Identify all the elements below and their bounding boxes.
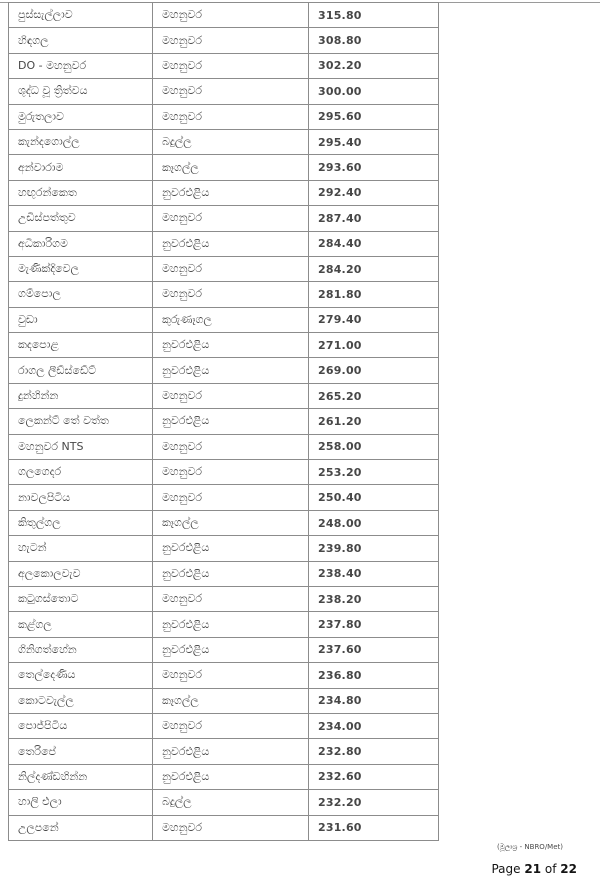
district-cell: මහනුවර bbox=[153, 256, 309, 281]
station-name-cell: කොටවැල්ල bbox=[9, 688, 153, 713]
table-row bbox=[9, 180, 439, 205]
station-name-cell: හඟුරන්කෙත bbox=[9, 180, 153, 205]
station-name-cell: හාලි එලා bbox=[9, 790, 153, 815]
station-name-cell: නිල්දණ්ඩහින්න bbox=[9, 764, 153, 789]
rainfall-value-cell: 279.40 bbox=[309, 307, 439, 332]
rainfall-value-cell: 248.00 bbox=[309, 510, 439, 535]
station-name-cell: අධිකාරිගම bbox=[9, 231, 153, 256]
district-cell: මහනුවර bbox=[153, 815, 309, 840]
table-row bbox=[9, 358, 439, 383]
table-row bbox=[9, 510, 439, 535]
station-name-cell: දුන්හින්න bbox=[9, 383, 153, 408]
rainfall-value-cell: 237.80 bbox=[309, 612, 439, 637]
rainfall-value-cell: 250.40 bbox=[309, 485, 439, 510]
rainfall-value-cell: 284.20 bbox=[309, 256, 439, 281]
station-name-cell: හැටන් bbox=[9, 536, 153, 561]
station-name-cell: කැන්දගොල්ල bbox=[9, 129, 153, 154]
rainfall-value-cell: 253.20 bbox=[309, 460, 439, 485]
district-cell: මහනුවර bbox=[153, 3, 309, 28]
table-row bbox=[9, 231, 439, 256]
page-number-footer bbox=[491, 862, 577, 876]
table-row bbox=[9, 485, 439, 510]
rainfall-value-cell: 295.60 bbox=[309, 104, 439, 129]
current-page-number: 21 bbox=[524, 862, 542, 876]
table-row bbox=[9, 612, 439, 637]
table-row bbox=[9, 764, 439, 789]
table-row bbox=[9, 561, 439, 586]
station-name-cell: තෙරිපේ bbox=[9, 739, 153, 764]
rainfall-value-cell: 308.80 bbox=[309, 28, 439, 53]
district-cell: බදුල්ල bbox=[153, 129, 309, 154]
table-row bbox=[9, 815, 439, 840]
station-name-cell: මහනුවර NTS bbox=[9, 434, 153, 459]
station-name-cell: පොජ්පිටිය bbox=[9, 713, 153, 738]
station-name-cell: උලපනේ bbox=[9, 815, 153, 840]
rainfall-value-cell: 281.80 bbox=[309, 282, 439, 307]
rainfall-value-cell: 232.20 bbox=[309, 790, 439, 815]
rainfall-value-cell: 239.80 bbox=[309, 536, 439, 561]
rainfall-value-cell: 234.80 bbox=[309, 688, 439, 713]
district-cell: නුවරඑළිය bbox=[153, 764, 309, 789]
station-name-cell: තෙල්දෙණිය bbox=[9, 663, 153, 688]
district-cell: මහනුවර bbox=[153, 28, 309, 53]
station-name-cell: අන්වාරාම bbox=[9, 155, 153, 180]
station-name-cell: කදපොළ bbox=[9, 333, 153, 358]
table-row bbox=[9, 434, 439, 459]
table-row bbox=[9, 790, 439, 815]
table-row bbox=[9, 460, 439, 485]
rainfall-value-cell: 293.60 bbox=[309, 155, 439, 180]
station-name-cell: DO - මහනුවර bbox=[9, 53, 153, 78]
table-row bbox=[9, 383, 439, 408]
table-row bbox=[9, 282, 439, 307]
station-name-cell: ගලගෙදර bbox=[9, 460, 153, 485]
total-pages-number: 22 bbox=[560, 862, 577, 876]
district-cell: නුවරඑළිය bbox=[153, 231, 309, 256]
station-name-cell: නාවලපිටිය bbox=[9, 485, 153, 510]
station-name-cell: කිතුල්ගල bbox=[9, 510, 153, 535]
source-note: (මූලාශ්‍ර - NBRO/Met) bbox=[497, 843, 563, 851]
table-row bbox=[9, 3, 439, 28]
rainfall-value-cell: 238.20 bbox=[309, 586, 439, 611]
rainfall-value-cell: 295.40 bbox=[309, 129, 439, 154]
district-cell: නුවරඑළිය bbox=[153, 409, 309, 434]
rainfall-value-cell: 302.20 bbox=[309, 53, 439, 78]
table-row bbox=[9, 79, 439, 104]
table-row bbox=[9, 53, 439, 78]
rainfall-value-cell: 238.40 bbox=[309, 561, 439, 586]
rainfall-value-cell: 269.00 bbox=[309, 358, 439, 383]
district-cell: නුවරඑළිය bbox=[153, 180, 309, 205]
page-word: Page bbox=[491, 862, 521, 876]
table-body bbox=[9, 3, 439, 841]
station-name-cell: ශුද්ධ වූ ත්‍රිත්වය bbox=[9, 79, 153, 104]
table-row bbox=[9, 307, 439, 332]
district-cell: මහනුවර bbox=[153, 460, 309, 485]
station-name-cell: මැණික්දිවෙල bbox=[9, 256, 153, 281]
district-cell: මහනුවර bbox=[153, 79, 309, 104]
rainfall-value-cell: 261.20 bbox=[309, 409, 439, 434]
station-name-cell: මුරුතලාව bbox=[9, 104, 153, 129]
district-cell: මහනුවර bbox=[153, 663, 309, 688]
station-name-cell: ලෙකන්ට් තේ වත්ත bbox=[9, 409, 153, 434]
rainfall-value-cell: 315.80 bbox=[309, 3, 439, 28]
station-name-cell: අලකොලවැව bbox=[9, 561, 153, 586]
district-cell: මහනුවර bbox=[153, 206, 309, 231]
table-row bbox=[9, 739, 439, 764]
district-cell: නුවරඑළිය bbox=[153, 536, 309, 561]
station-name-cell: පුස්සැල්ලාව bbox=[9, 3, 153, 28]
table-row bbox=[9, 155, 439, 180]
of-word: of bbox=[544, 862, 557, 876]
district-cell: බදුල්ල bbox=[153, 790, 309, 815]
table-row bbox=[9, 28, 439, 53]
district-cell: මහනුවර bbox=[153, 485, 309, 510]
station-name-cell: කළ්ගල bbox=[9, 612, 153, 637]
table-row bbox=[9, 637, 439, 662]
district-cell: කෑගල්ල bbox=[153, 155, 309, 180]
district-cell: මහනුවර bbox=[153, 434, 309, 459]
table-row bbox=[9, 104, 439, 129]
station-name-cell: වුඩා bbox=[9, 307, 153, 332]
district-cell: නුවරඑළිය bbox=[153, 739, 309, 764]
district-cell: කෑගල්ල bbox=[153, 688, 309, 713]
rainfall-value-cell: 236.80 bbox=[309, 663, 439, 688]
station-name-cell: හිඳගල bbox=[9, 28, 153, 53]
rainfall-value-cell: 300.00 bbox=[309, 79, 439, 104]
district-cell: නුවරඑළිය bbox=[153, 333, 309, 358]
rainfall-value-cell: 237.60 bbox=[309, 637, 439, 662]
table-row bbox=[9, 333, 439, 358]
station-name-cell: උඩිස්පත්තුව bbox=[9, 206, 153, 231]
rainfall-value-cell: 292.40 bbox=[309, 180, 439, 205]
table-row bbox=[9, 206, 439, 231]
district-cell: මහනුවර bbox=[153, 282, 309, 307]
station-name-cell: රාගල ලීඩ්ස්ඩේට් bbox=[9, 358, 153, 383]
rainfall-value-cell: 287.40 bbox=[309, 206, 439, 231]
table-row bbox=[9, 409, 439, 434]
rainfall-value-cell: 258.00 bbox=[309, 434, 439, 459]
district-cell: මහනුවර bbox=[153, 586, 309, 611]
district-cell: නුවරඑළිය bbox=[153, 612, 309, 637]
table-row bbox=[9, 688, 439, 713]
district-cell: මහනුවර bbox=[153, 383, 309, 408]
district-cell: මහනුවර bbox=[153, 713, 309, 738]
district-cell: නුවරඑළිය bbox=[153, 637, 309, 662]
rainfall-table bbox=[8, 2, 439, 841]
station-name-cell: කටුගස්තොට bbox=[9, 586, 153, 611]
district-cell: මහනුවර bbox=[153, 53, 309, 78]
table-row bbox=[9, 536, 439, 561]
district-cell: නුවරඑළිය bbox=[153, 358, 309, 383]
table-row bbox=[9, 713, 439, 738]
rainfall-value-cell: 271.00 bbox=[309, 333, 439, 358]
district-cell: මහනුවර bbox=[153, 104, 309, 129]
table-row bbox=[9, 586, 439, 611]
rainfall-value-cell: 232.60 bbox=[309, 764, 439, 789]
district-cell: කුරුණෑගල bbox=[153, 307, 309, 332]
rainfall-value-cell: 231.60 bbox=[309, 815, 439, 840]
district-cell: නුවරඑළිය bbox=[153, 561, 309, 586]
table-row bbox=[9, 256, 439, 281]
rainfall-value-cell: 234.00 bbox=[309, 713, 439, 738]
station-name-cell: ගම්පොල bbox=[9, 282, 153, 307]
table-row bbox=[9, 663, 439, 688]
table-row bbox=[9, 129, 439, 154]
district-cell: කෑගල්ල bbox=[153, 510, 309, 535]
rainfall-value-cell: 232.80 bbox=[309, 739, 439, 764]
rainfall-value-cell: 284.40 bbox=[309, 231, 439, 256]
rainfall-value-cell: 265.20 bbox=[309, 383, 439, 408]
station-name-cell: ගිනිගත්හේන bbox=[9, 637, 153, 662]
